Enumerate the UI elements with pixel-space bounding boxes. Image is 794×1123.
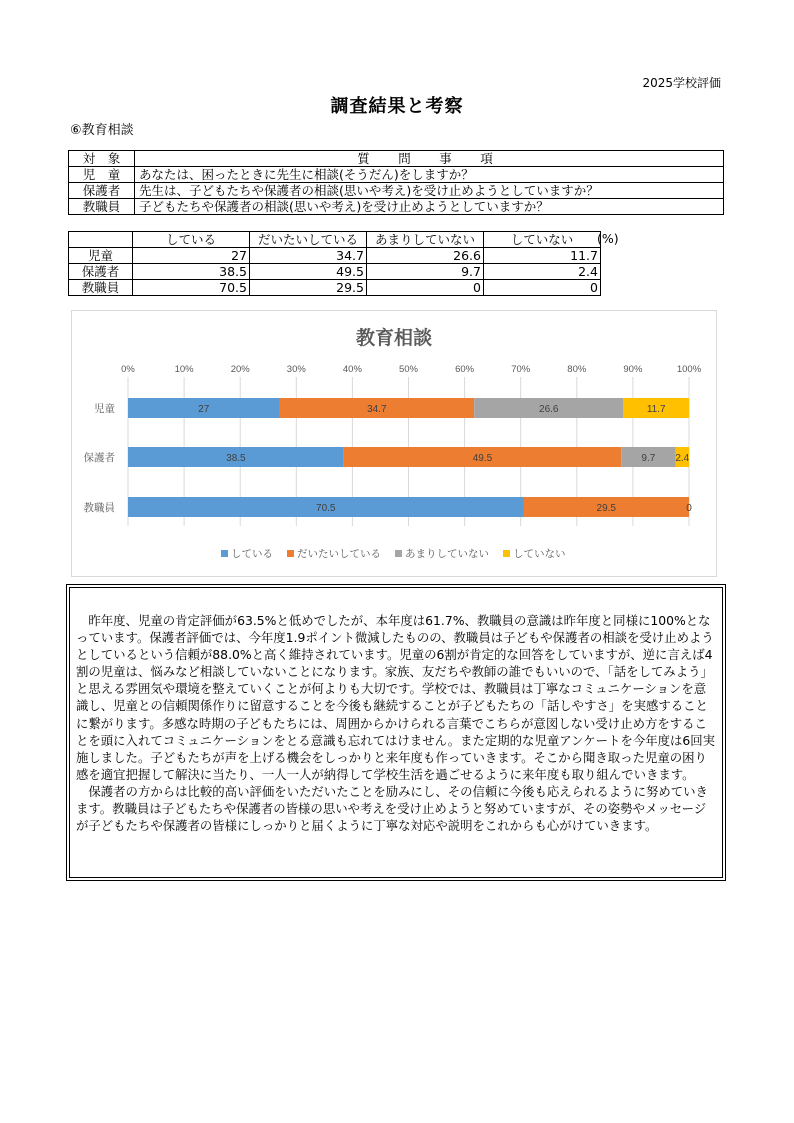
column-header: あまりしていない <box>367 232 484 248</box>
value-cell: 11.7 <box>484 248 601 264</box>
data-label: 9.7 <box>641 453 656 464</box>
x-tick-label: 100% <box>676 364 702 375</box>
legend-label: あまりしていない <box>405 548 489 560</box>
legend-label: している <box>231 548 273 560</box>
legend-swatch <box>221 550 228 557</box>
x-tick-label: 80% <box>567 364 587 375</box>
data-label: 27 <box>198 404 210 415</box>
data-label: 70.5 <box>316 503 336 514</box>
row-label: 児童 <box>69 248 133 264</box>
target-cell: 児 童 <box>69 167 135 183</box>
table-row <box>69 264 601 280</box>
value-cell: 29.5 <box>250 280 367 296</box>
value-cell: 2.4 <box>484 264 601 280</box>
x-tick-label: 60% <box>455 364 475 375</box>
column-header: していない <box>484 232 601 248</box>
comment-text <box>76 612 717 834</box>
data-label: 34.7 <box>367 404 387 415</box>
page-title: 調査結果と考察 <box>330 96 464 117</box>
category-label: 保護者 <box>83 452 115 464</box>
chart-title: 教育相談 <box>355 328 433 349</box>
legend-label: だいたいしている <box>297 548 381 560</box>
data-label: 11.7 <box>646 404 666 415</box>
x-tick-label: 10% <box>174 364 194 375</box>
legend-swatch <box>395 550 402 557</box>
blank-cell <box>69 232 133 248</box>
data-label: 0 <box>686 503 692 514</box>
data-label: 2.4 <box>675 453 690 464</box>
value-cell: 70.5 <box>133 280 250 296</box>
data-label: 26.6 <box>539 404 559 415</box>
value-cell: 38.5 <box>133 264 250 280</box>
header-item: 質 問 事 項 <box>135 151 724 167</box>
section-title: ⑥教育相談 <box>70 123 134 138</box>
value-cell: 26.6 <box>367 248 484 264</box>
question-cell: 子どもたちや保護者の相談(思いや考え)を受け止めようとしていますか？ <box>135 199 724 215</box>
column-header: だいたいしている <box>250 232 367 248</box>
question-cell: あなたは、困ったときに先生に相談(そうだん)をしますか？ <box>135 167 724 183</box>
target-cell: 教職員 <box>69 199 135 215</box>
legend-swatch <box>503 550 510 557</box>
value-cell: 34.7 <box>250 248 367 264</box>
header-target: 対 象 <box>69 151 135 167</box>
question-table <box>68 150 724 215</box>
target-cell: 保護者 <box>69 183 135 199</box>
column-header: している <box>133 232 250 248</box>
comment-paragraph: 保護者の方からは比較的高い評価をいただいたことを励みにし、その信頼に今後も応えられるように努めていきます。教職員は子どもたちや保護者の皆様の思いや考えを受け止めようと努めていますが、その姿勢やメッセージが子どもたちや保護者の皆様にしっかりと届くように丁寧な対応や説明をこれからも心がけていきます。 <box>76 783 708 834</box>
category-label: 児童 <box>94 403 115 415</box>
value-cell: 9.7 <box>367 264 484 280</box>
x-tick-label: 0% <box>121 364 135 375</box>
table-row <box>69 248 601 264</box>
unit-label: (%) <box>597 231 619 246</box>
table-row <box>69 167 724 183</box>
document-label: 2025学校評価 <box>642 76 721 90</box>
x-tick-label: 70% <box>511 364 531 375</box>
question-table-header <box>69 151 724 167</box>
value-cell: 0 <box>484 280 601 296</box>
x-tick-label: 90% <box>623 364 643 375</box>
legend-label: していない <box>513 548 566 560</box>
x-tick-label: 40% <box>342 364 362 375</box>
result-table-header <box>69 232 601 248</box>
legend-swatch <box>287 550 294 557</box>
x-tick-label: 20% <box>230 364 250 375</box>
value-cell: 0 <box>367 280 484 296</box>
table-row <box>69 183 724 199</box>
data-label: 38.5 <box>226 453 246 464</box>
value-cell: 49.5 <box>250 264 367 280</box>
chart-area <box>71 310 717 577</box>
question-cell: 先生は、子どもたちや保護者の相談(思いや考え)を受け止めようとしていますか？ <box>135 183 724 199</box>
data-label: 29.5 <box>596 503 616 514</box>
data-label: 49.5 <box>472 453 493 464</box>
category-label: 教職員 <box>83 502 115 514</box>
comment-paragraph: 昨年度、児童の肯定評価が63.5%と低めでしたが、本年度は61.7%、教職員の意識は昨年度と同様に100%となっています。保護者評価では、今年度1.9ポイント微減したものの、教職員は子どもや保護者の相談を受け止めようとしているという信頼が88.0%と高く維持されています。児童の6割が肯定的な回答をしていますが、逆に言えば4割の児童は、悩みなど相談していないことになります。家族、友だちや教師の誰でもいいので、「話をしてみよう」と思える雰囲気や環境を整えていくことが何よりも大切です。学校では、教職員は丁寧なコミュニケーションを意識し、児童との信頼関係作りに留意することを今後も継続することが子どもたちの「話しやすさ」を実感することに繋がります。多感な時期の子どもたちには、周囲からかけられる言葉でこちらが意図しない受け止め方をすることを頭に入れてコミュニケーションをとる意識も忘れてはけません。また定期的な児童アンケートを今年度は6回実施しました。子どもたちが声を上げる機会をしっかりと来年度も作っていきます。そこから聞き取った児童の困り感を適宜把握して解決に当たり、一人一人が納得して学校生活を過ごせるように来年度も取り組んでいきます。 <box>76 613 716 782</box>
x-tick-label: 30% <box>286 364 306 375</box>
stacked-bar-chart <box>72 311 716 576</box>
x-tick-label: 50% <box>398 364 419 375</box>
table-row <box>69 280 601 296</box>
row-label: 保護者 <box>69 264 133 280</box>
result-table <box>68 231 601 296</box>
table-row <box>69 199 724 215</box>
value-cell: 27 <box>133 248 250 264</box>
row-label: 教職員 <box>69 280 133 296</box>
